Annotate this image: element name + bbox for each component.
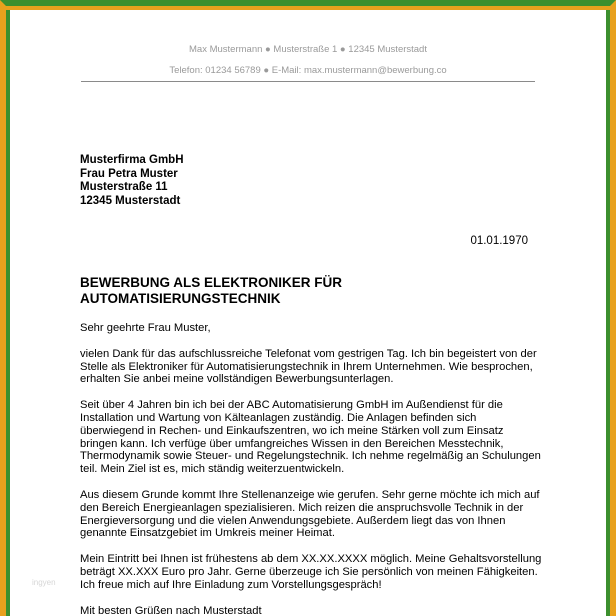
- paragraph-3: Aus diesem Grunde kommt Ihre Stellenanzeige wie gerufen. Sehr gerne möchte ich mich auf den Bereich Energieanlagen spezialisieren. Mich reizen die anspruchsvolle Technik in der Energieversorgung und die vielen Anwendungsgebiete. Außerdem liegt das von Ihnen genannte Einsatzgebiet im Umkreis meiner Heimat.: [80, 488, 540, 540]
- letter-date: 01.01.1970: [470, 235, 528, 247]
- letter-subject: [80, 275, 540, 307]
- recipient-person: Frau Petra Muster: [80, 167, 178, 180]
- paragraph-2: Seit über 4 Jahren bin ich bei der ABC Automatisierung GmbH im Außendienst für die Installation und Wartung von Kälteanlagen zuständig. Die Anlagen befinden sich überwiegend in Rechen- und Einkaufszentren, wo ich meine Stärken voll zum Einsatz bringen kann. Ich verfüge über umfangreiches Wissen in den Bereichen Messtechnik, Thermodynamik sowie Steuer- und Regelungstechnik. Ich nehme regelmäßig an Schulungen teil. Mein Ziel ist es, mich ständig weiterzuentwickeln.: [80, 399, 541, 476]
- header-divider: [81, 81, 535, 82]
- recipient-city: 12345 Musterstadt: [80, 194, 181, 207]
- paragraph-1: vielen Dank für das aufschlussreiche Telefonat vom gestrigen Tag. Ich bin begeistert von der Stelle als Elektroniker für Automatisierungstechnik in Ihrem Unternehmen. Wie besprochen, erhalten Sie anbei meine vollständigen Bewerbungsunterlagen.: [80, 347, 537, 386]
- recipient-company: Musterfirma GmbH: [80, 154, 184, 166]
- closing: Mit besten Grüßen nach Musterstadt: [80, 604, 262, 616]
- sender-contact-line: Telefon: 01234 56789 ● E-Mail: max.mustermann@bewerbung.co: [169, 65, 447, 76]
- paragraph-4: Mein Eintritt bei Ihnen ist frühestens ab dem XX.XX.XXXX möglich. Meine Gehaltsvorstellung beträgt XX.XXX Euro pro Jahr. Gerne überzeuge ich Sie persönlich von meinen Fähigkeiten. Ich freue mich auf Ihre Einladung zum Vorstellungsgespräch!: [80, 553, 542, 591]
- recipient-street: Musterstraße 11: [80, 181, 168, 194]
- letter-body: [80, 322, 542, 616]
- letter-page: [10, 10, 606, 616]
- subject-line-2: AUTOMATISIERUNGSTECHNIK: [80, 291, 281, 306]
- sender-address-line: Max Mustermann ● Musterstraße 1 ● 12345 Musterstadt: [189, 44, 427, 55]
- subject-line-1: BEWERBUNG ALS ELEKTRONIKER FÜR: [80, 275, 342, 290]
- salutation: Sehr geehrte Frau Muster,: [80, 322, 211, 334]
- watermark: ingyen: [32, 578, 56, 587]
- recipient-address: [80, 154, 184, 208]
